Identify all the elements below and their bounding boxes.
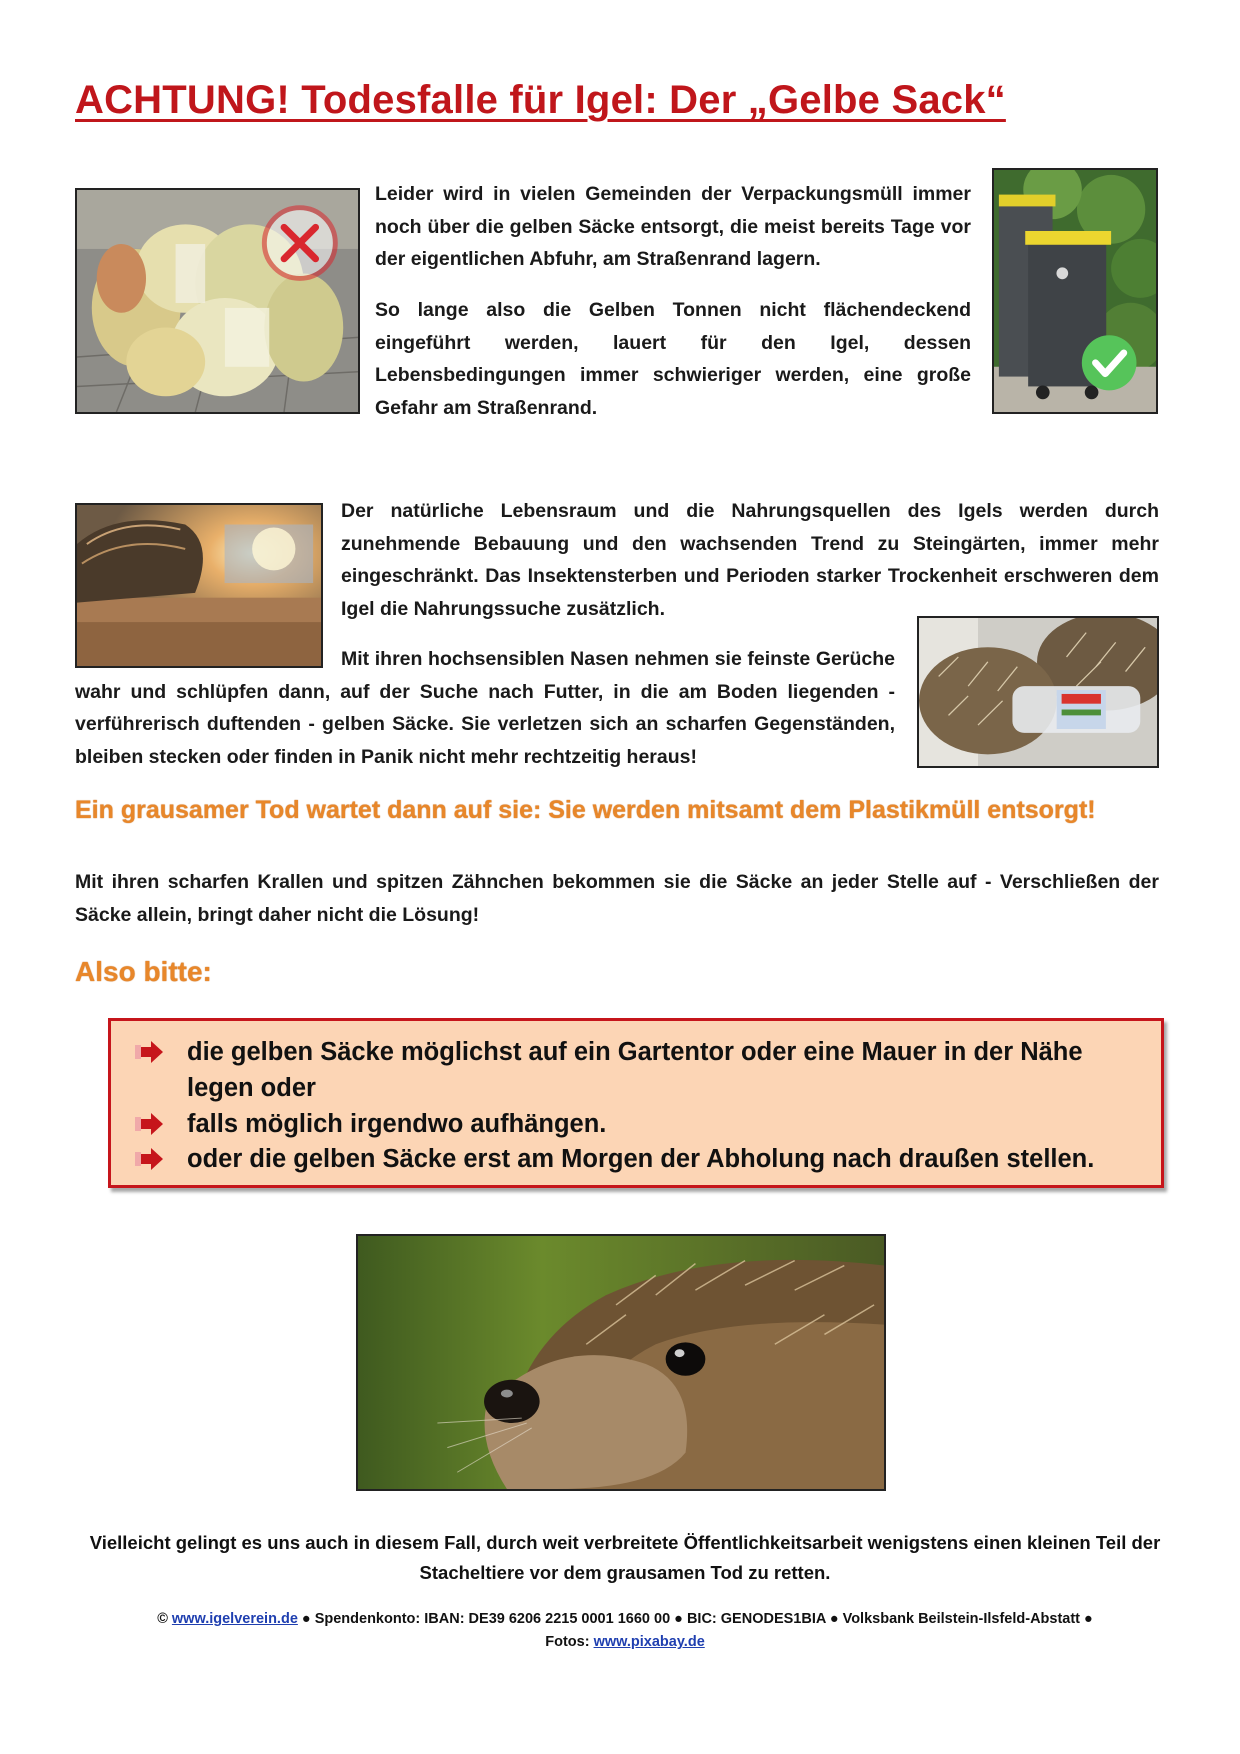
intro-paragraph-1: Leider wird in vielen Gemeinden der Verpackungsmüll immer noch über die gelben Säcke entsorgt, die meist bereits Tage vor der eigentlichen Abfuhr, am Straßenrand lagern. (375, 183, 971, 270)
intro-paragraph-2: So lange also die Gelben Tonnen nicht flächendeckend eingeführt werden, lauert für den Igel, dessen Lebensbedingungen immer schwieriger werden, eine große Gefahr am Straßenrand. (375, 299, 971, 419)
photo-yellow-bags (75, 188, 360, 414)
footer (80, 1608, 1170, 1654)
page-title: ACHTUNG! Todesfalle für Igel: Der „Gelbe Sack“ (75, 78, 1006, 122)
bank-info: ● Spendenkonto: IBAN: DE39 6206 2215 0001 1660 00 ● BIC: GENODES1BIA ● Volksbank Beilstein-Ilsfeld-Abstatt ● (301, 1611, 1093, 1627)
tip-item: die gelben Säcke möglichst auf ein Gartentor oder eine Mauer in der Nähe legen oder (187, 1038, 1083, 1102)
closing-paragraph: Vielleicht gelingt es uns auch in diesem Fall, durch weit verbreitete Öffentlichkeitsarbeit wenigstens einen kleinen Teil der Stacheltiere vor dem grausamen Tod zu retten. (89, 1532, 1161, 1583)
arrow-bullet-icon (135, 1148, 165, 1170)
copyright-symbol: © (157, 1611, 168, 1627)
warning-heading: Ein grausamer Tod wartet dann auf sie: Sie werden mitsamt dem Plastikmüll entsorgt! (75, 796, 1096, 824)
photo-hedgehog-closeup (356, 1234, 886, 1491)
claws-paragraph: Mit ihren scharfen Krallen und spitzen Zähnchen bekommen sie die Säcke an jeder Stelle auf - Verschließen der Säcke allein, bringt daher nicht die Lösung! (75, 871, 1159, 926)
tip-item: oder die gelben Säcke erst am Morgen der Abholung nach draußen stellen. (187, 1145, 1095, 1173)
also-bitte-heading: Also bitte: (75, 956, 212, 987)
habitat-paragraph-1: Der natürliche Lebensraum und die Nahrungsquellen des Igels werden durch zunehmende Bebauung und den wachsenden Trend zu Steingärten, immer mehr eingeschränkt. Das Insektensterben und Perioden starker Trockenheit erschweren dem Igel die Nahrungssuche zusätzlich. (341, 500, 1159, 620)
photo-hedgehog-bottle (917, 616, 1159, 768)
tip-item: falls möglich irgendwo aufhängen. (187, 1110, 607, 1138)
photos-label: Fotos: (545, 1634, 590, 1650)
arrow-bullet-icon (135, 1041, 165, 1063)
arrow-bullet-icon (135, 1113, 165, 1135)
photo-yellow-bins (992, 168, 1158, 414)
pixabay-link[interactable]: www.pixabay.de (593, 1634, 705, 1650)
habitat-paragraph-2 (75, 643, 895, 773)
tips-box (108, 1018, 1164, 1188)
igelverein-link[interactable]: www.igelverein.de (171, 1611, 298, 1627)
habitat-paragraph-2-text: Mit ihren hochsensiblen Nasen nehmen sie feinste Gerüche wahr und schlüpfen dann, auf der Suche nach Futter, in die am Boden liegenden - verführerisch duftenden - gelben Säcke. Sie verletzen sich an scharfen Gegenständen, bleiben stecken oder finden in Panik nicht mehr rechtzeitig heraus! (75, 648, 895, 768)
